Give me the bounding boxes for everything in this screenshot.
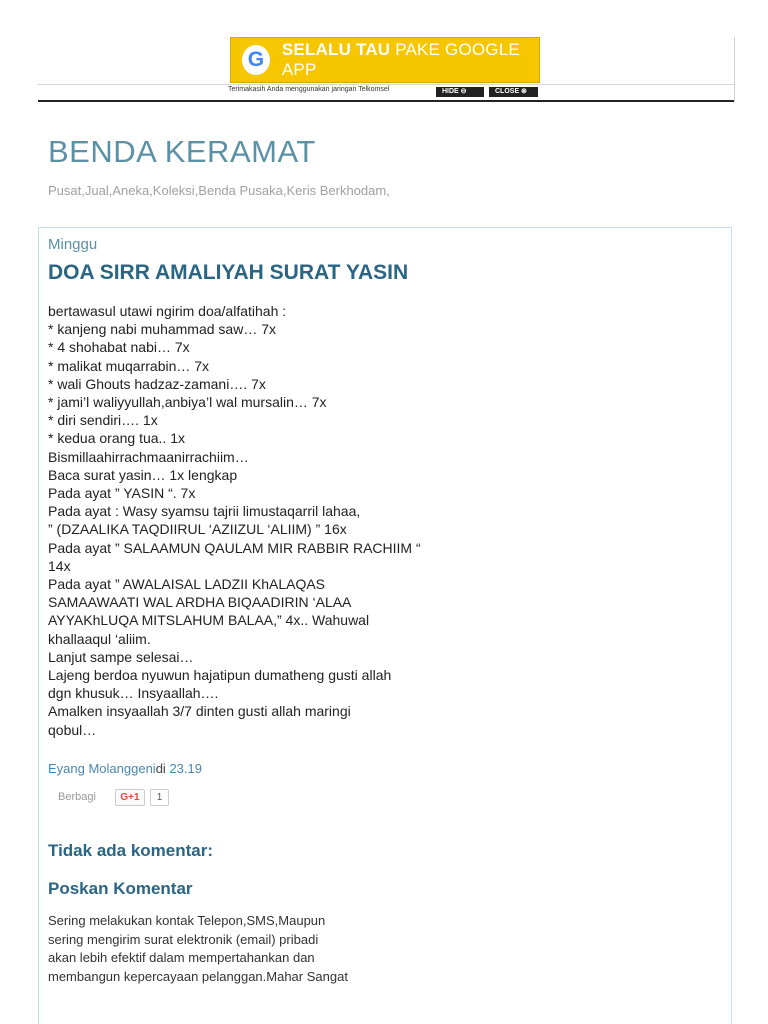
post-body-line: Lanjut sampe selesai…	[48, 648, 194, 665]
post-body-line: Baca surat yasin… 1x lengkap	[48, 466, 238, 483]
post-body	[48, 302, 448, 739]
post-body-line: * malikat muqarrabin… 7x	[48, 357, 210, 374]
post-body-line: * 4 shohabat nabi… 7x	[48, 339, 190, 356]
comment-message	[48, 912, 378, 986]
post-body-line: Pada ayat ” SALAAMUN QAULAM MIR RABBIR RACHIIM “	[48, 539, 421, 556]
post-body-line: AYYAKhLUQA MITSLAHUM BALAA,” 4x.. Wahuwal	[48, 612, 370, 629]
comment-message-line: Sering melakukan kontak Telepon,SMS,Maupun	[48, 913, 326, 928]
post-body-line: SAMAAWAATI WAL ARDHA BIQAADIRIN ‘ALAA	[48, 594, 352, 611]
post-body-line: Pada ayat ” AWALAISAL LADZII KhALAQAS	[48, 576, 326, 593]
blog-title[interactable]: BENDA KERAMAT	[48, 134, 316, 169]
post-body-line: khallaaqul ‘aliim.	[48, 630, 151, 647]
ad-text	[282, 40, 539, 80]
ad-plain-text: PAKE GOOGLE APP	[281, 40, 520, 79]
post-body-line: * jami’l waliyyullah,anbiya’l wal mursalin… 7x	[48, 394, 327, 411]
ad-bold-text: SELALU TAU	[281, 40, 391, 59]
post-body-line: * wali Ghouts hadzaz-zamani…. 7x	[48, 375, 266, 392]
google-plus-count: 1	[150, 789, 169, 806]
post-body-line: Bismillaahirrachmaanirrachiim…	[48, 448, 249, 465]
comment-message-line: sering mengirim surat elektronik (email) pribadi	[48, 931, 319, 947]
post-body-line: bertawasul utawi ngirim doa/alfatihah :	[48, 303, 287, 319]
share-label: Berbagi	[58, 791, 96, 803]
post-body-line: ” (DZAALIKA TAQDIIRUL ‘AZIIZUL ‘ALIIM) ” 16x	[48, 521, 347, 538]
google-app-ad[interactable]	[230, 37, 540, 83]
post-body-line: * kedua orang tua.. 1x	[48, 430, 185, 447]
post-body-line: Pada ayat : Wasy syamsu tajrii limustaqarril lahaa,	[48, 503, 361, 520]
author-link[interactable]: Eyang Molanggeni	[48, 761, 156, 776]
date-header: Minggu	[48, 236, 98, 253]
post-body-line: Lajeng berdoa nyuwun hajatipun dumatheng gusti allah	[48, 667, 392, 684]
ad-carrier-note: Terimakasih Anda menggunakan jaringan Telkomsel	[228, 86, 390, 93]
post-body-line: 14x	[48, 557, 71, 574]
google-plus-button[interactable]: G+1	[115, 789, 145, 806]
post-title[interactable]: DOA SIRR AMALIYAH SURAT YASIN	[48, 261, 409, 284]
author-separator: di	[155, 761, 170, 776]
post-body-line: Pada ayat ” YASIN “. 7x	[48, 485, 196, 502]
comment-message-line: membangun kepercayaan pelanggan.Mahar Sangat	[48, 968, 348, 984]
google-logo-icon: G	[242, 45, 270, 75]
hide-ad-button[interactable]: HIDE ⊖	[436, 87, 484, 97]
post-body-line: * diri sendiri…. 1x	[48, 412, 158, 429]
blog-description: Pusat,Jual,Aneka,Koleksi,Benda Pusaka,Keris Berkhodam,	[48, 183, 390, 198]
post-body-line: qobul…	[48, 721, 97, 738]
comments-heading: Tidak ada komentar:	[48, 841, 214, 860]
post-footer	[48, 761, 202, 776]
header-divider	[38, 100, 734, 102]
comment-message-line: akan lebih efektif dalam mempertahankan dan	[48, 950, 315, 965]
post-body-line: * kanjeng nabi muhammad saw… 7x	[48, 321, 277, 338]
post-comment-heading: Poskan Komentar	[48, 879, 193, 898]
post-body-line: dgn khusuk… Insyaallah….	[48, 685, 219, 702]
post-body-line: Amalken insyaallah 3/7 dinten gusti allah maringi	[48, 703, 351, 720]
close-ad-button[interactable]: CLOSE ⊗	[489, 87, 538, 97]
timestamp-link[interactable]: 23.19	[169, 761, 202, 776]
banner-divider	[38, 84, 734, 85]
